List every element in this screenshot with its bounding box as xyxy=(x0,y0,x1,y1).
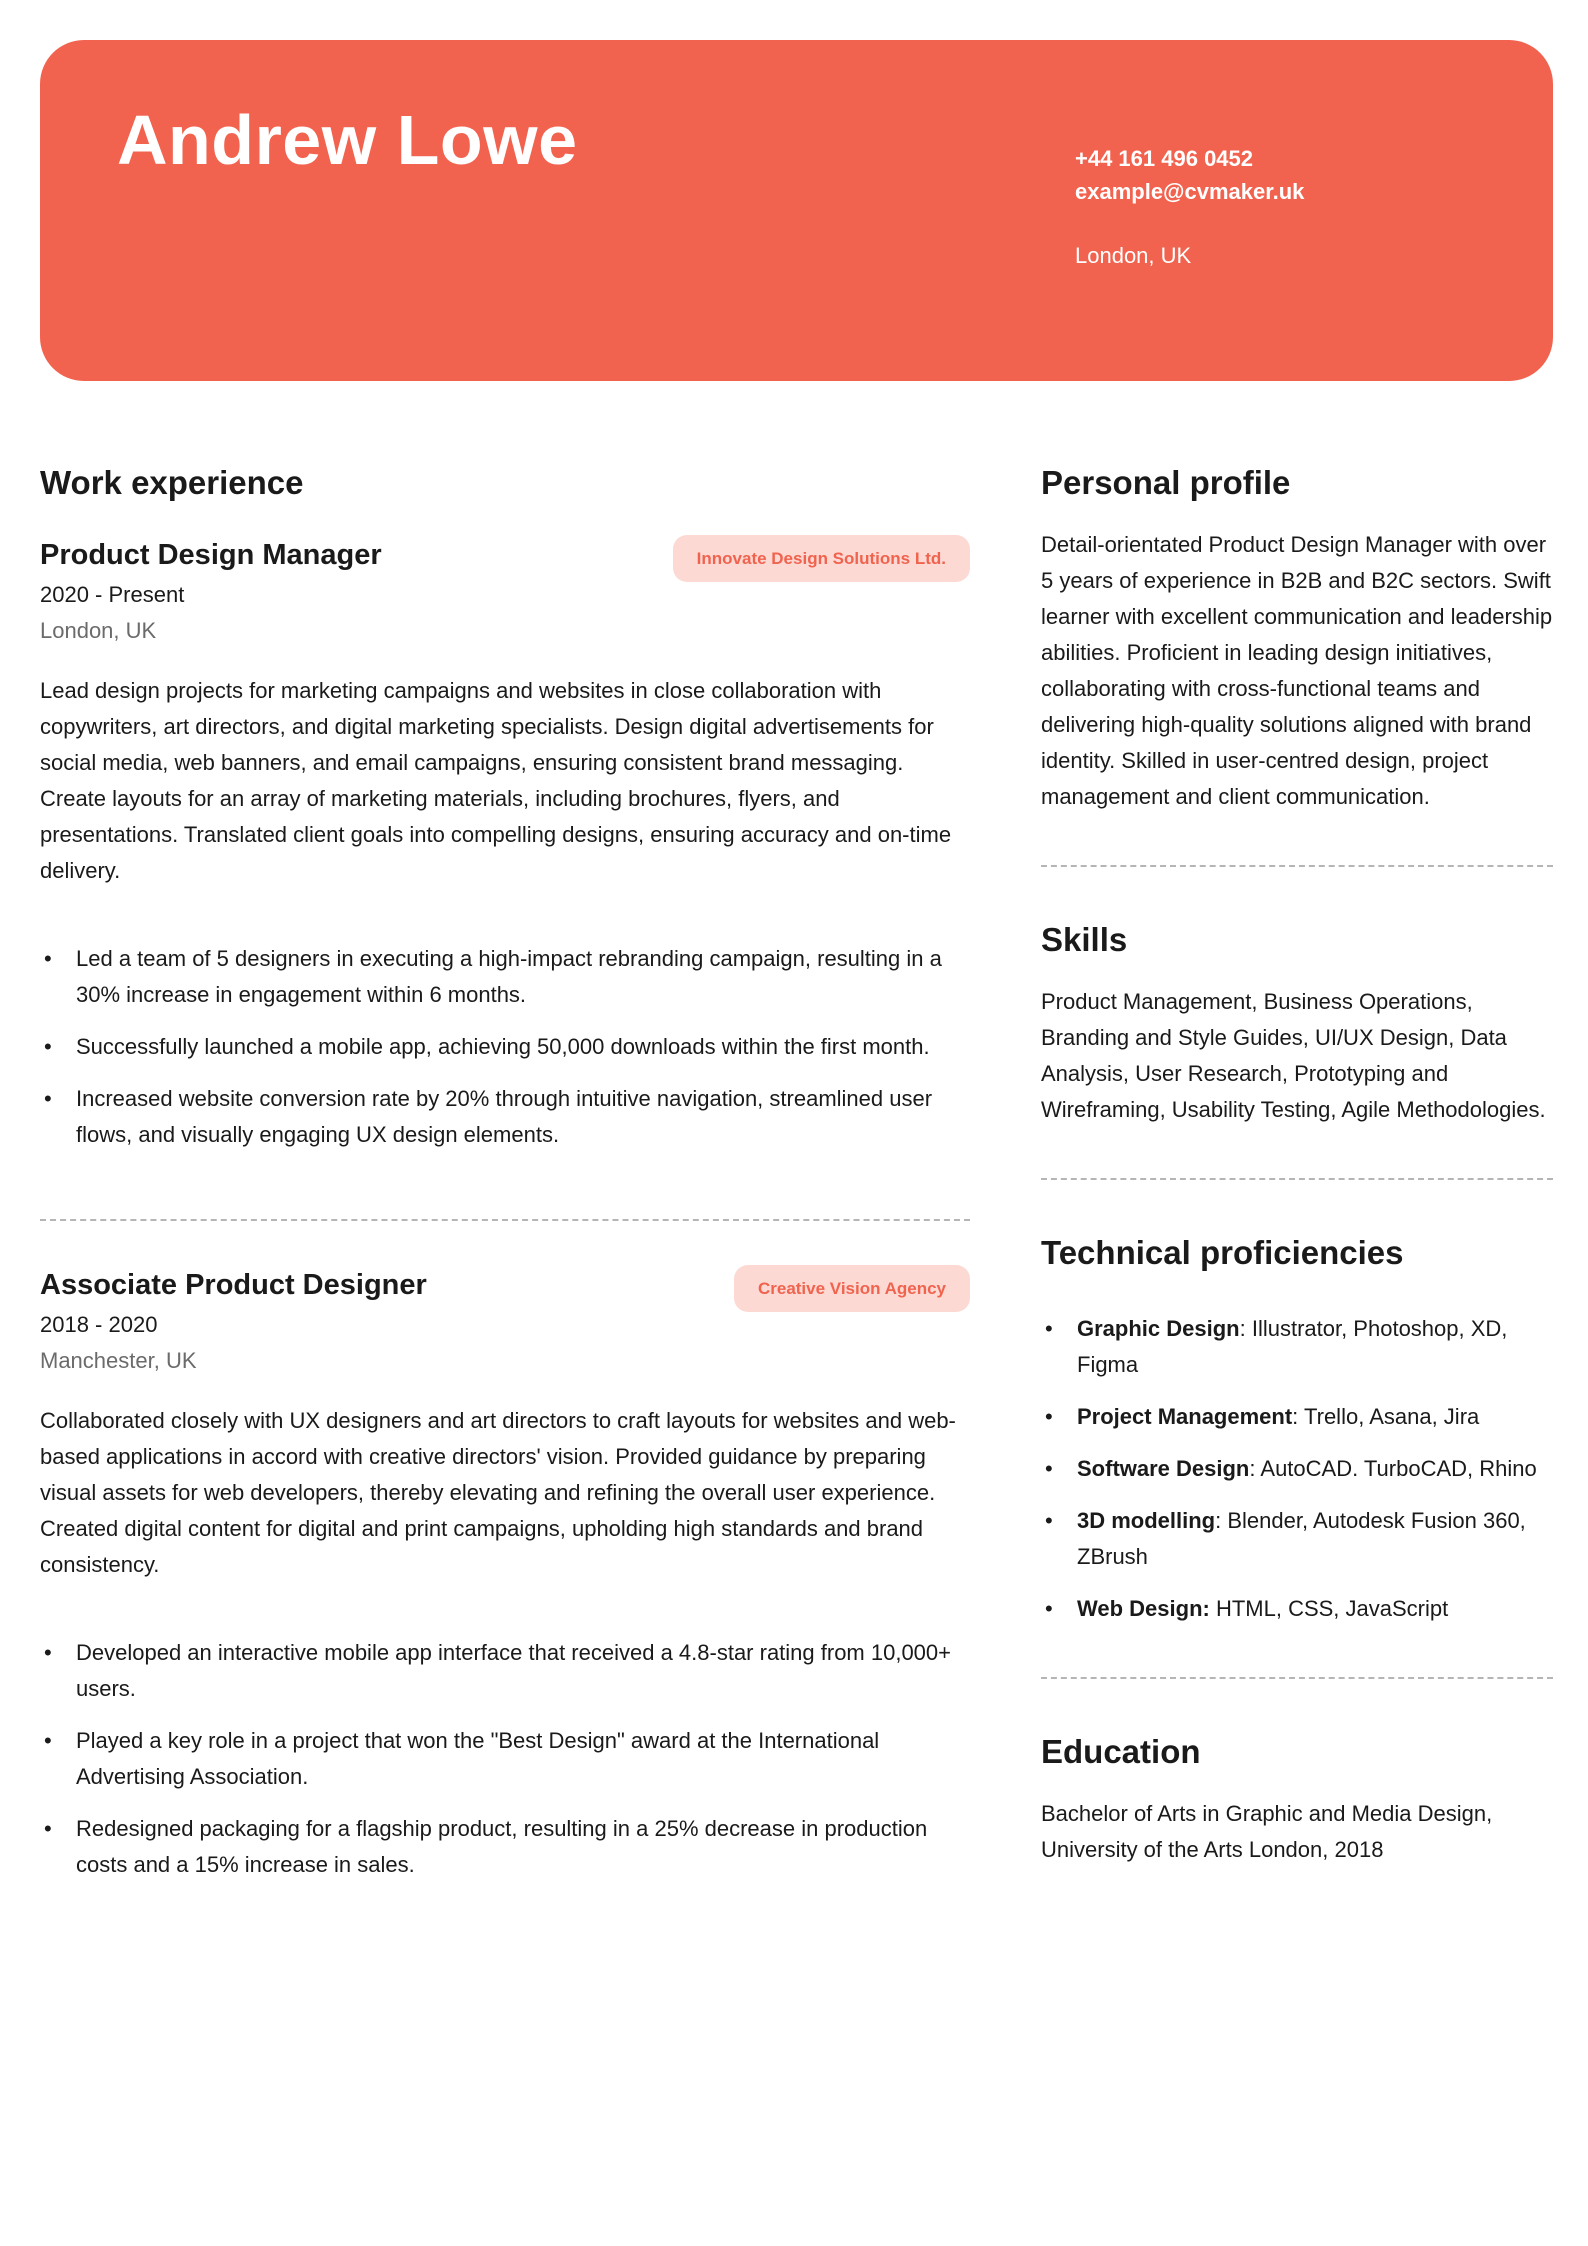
education-text: Bachelor of Arts in Graphic and Media Design, University of the Arts London, 2018 xyxy=(1041,1801,1493,1862)
company-badge: Innovate Design Solutions Ltd. xyxy=(673,535,970,582)
job-entry xyxy=(40,535,970,1153)
candidate-name: Andrew Lowe xyxy=(117,101,578,179)
proficiency-value: HTML, CSS, JavaScript xyxy=(1215,1596,1449,1621)
email-address: example@cvmaker.uk xyxy=(1075,179,1305,204)
proficiency-value: Trello, Asana, Jira xyxy=(1304,1404,1480,1429)
proficiency-item xyxy=(1041,1503,1553,1575)
section-divider xyxy=(1041,865,1553,867)
job-description: Lead design projects for marketing campaigns and websites in close collaboration with copywriters, art directors, and digital marketing specialists. Design digital advertisements for social media, web banners, and email campaigns, ensuring consistent brand messaging. Create layouts for an array of marketing materials, including brochures, flyers, and presentations. Translated client goals into compelling designs, ensuring accuracy and on-time delivery. xyxy=(40,678,952,883)
contact-block xyxy=(1075,142,1304,272)
section-divider xyxy=(1041,1677,1553,1679)
personal-profile-title: Personal profile xyxy=(1041,464,1291,501)
work-experience-column xyxy=(40,460,970,1899)
job-title: Product Design Manager xyxy=(40,539,382,571)
proficiency-label: Project Management xyxy=(1077,1404,1293,1429)
proficiency-item xyxy=(1041,1311,1553,1383)
achievement-item: • Redesigned packaging for a flagship product, resulting in a 25% decrease in production costs and a 15% increase in sales. xyxy=(40,1811,970,1883)
job-dates: 2018 - 2020 xyxy=(40,1312,158,1337)
job-title: Associate Product Designer xyxy=(40,1269,427,1301)
job-description: Collaborated closely with UX designers and art directors to craft layouts for websites and web-based applications in accord with creative directors' vision. Provided guidance by preparing visual assets for web developers, thereby elevating and refining the overall user experience. Created digital content for digital and print campaigns, upholding high standards and brand consistency. xyxy=(40,1408,956,1577)
proficiency-value: Blender, Autodesk Fusion 360, ZBrush xyxy=(1077,1508,1526,1569)
section-divider xyxy=(40,1219,970,1221)
achievement-item: • Successfully launched a mobile app, achieving 50,000 downloads within the first month. xyxy=(40,1029,970,1065)
job-location: Manchester, UK xyxy=(40,1348,197,1373)
job-dates: 2020 - Present xyxy=(40,582,185,607)
skills-title: Skills xyxy=(1041,921,1128,958)
job-entry xyxy=(40,1265,970,1883)
education-title: Education xyxy=(1041,1733,1201,1770)
technical-proficiencies-title: Technical proficiencies xyxy=(1041,1234,1404,1271)
achievement-item: • Developed an interactive mobile app interface that received a 4.8-star rating from 10,000+ users. xyxy=(40,1635,970,1707)
achievement-item: • Played a key role in a project that won the "Best Design" award at the International Advertising Association. xyxy=(40,1723,970,1795)
technical-proficiencies-list xyxy=(1041,1311,1553,1627)
proficiency-separator: : xyxy=(1239,1316,1252,1341)
personal-profile-text: Detail-orientated Product Design Manager with over 5 years of experience in B2B and B2C sectors. Swift learner with excellent communication and leadership abilities. Proficient in leading design initiatives, collaborating with cross-functional teams and delivering high-quality solutions aligned with brand identity. Skilled in user-centred design, project management and client communication. xyxy=(1041,532,1553,809)
proficiency-item xyxy=(1041,1399,1553,1435)
proficiency-value: Illustrator, Photoshop, XD, Figma xyxy=(1077,1316,1508,1377)
sidebar-column xyxy=(1041,460,1553,1868)
proficiency-separator: : xyxy=(1249,1456,1261,1481)
achievement-item: • Increased website conversion rate by 20% through intuitive navigation, streamlined user flows, and visually engaging UX design elements. xyxy=(40,1081,970,1153)
proficiency-label: 3D modelling xyxy=(1077,1508,1216,1533)
proficiency-label: Software Design xyxy=(1077,1456,1250,1481)
job-location: London, UK xyxy=(40,618,157,643)
proficiency-item xyxy=(1041,1451,1553,1487)
achievement-list xyxy=(40,1635,970,1883)
phone-number: +44 161 496 0452 xyxy=(1075,146,1254,171)
work-experience-title: Work experience xyxy=(40,464,304,501)
achievement-list xyxy=(40,941,970,1153)
proficiency-label: Graphic Design xyxy=(1077,1316,1240,1341)
proficiency-separator: : xyxy=(1215,1508,1228,1533)
proficiency-separator: : xyxy=(1292,1404,1304,1429)
proficiency-label: Web Design: xyxy=(1077,1596,1210,1621)
achievement-item: • Led a team of 5 designers in executing a high-impact rebranding campaign, resulting in a 30% increase in engagement within 6 months. xyxy=(40,941,970,1013)
section-divider xyxy=(1041,1178,1553,1180)
company-badge: Creative Vision Agency xyxy=(734,1265,970,1312)
proficiency-value: AutoCAD. TurboCAD, Rhino xyxy=(1260,1456,1537,1481)
skills-text: Product Management, Business Operations, Branding and Style Guides, UI/UX Design, Data Analysis, User Research, Prototyping and Wireframing, Usability Testing, Agile Methodologies. xyxy=(1041,989,1546,1122)
home-location: London, UK xyxy=(1075,243,1192,268)
proficiency-item xyxy=(1041,1591,1553,1627)
header-banner xyxy=(40,40,1553,381)
